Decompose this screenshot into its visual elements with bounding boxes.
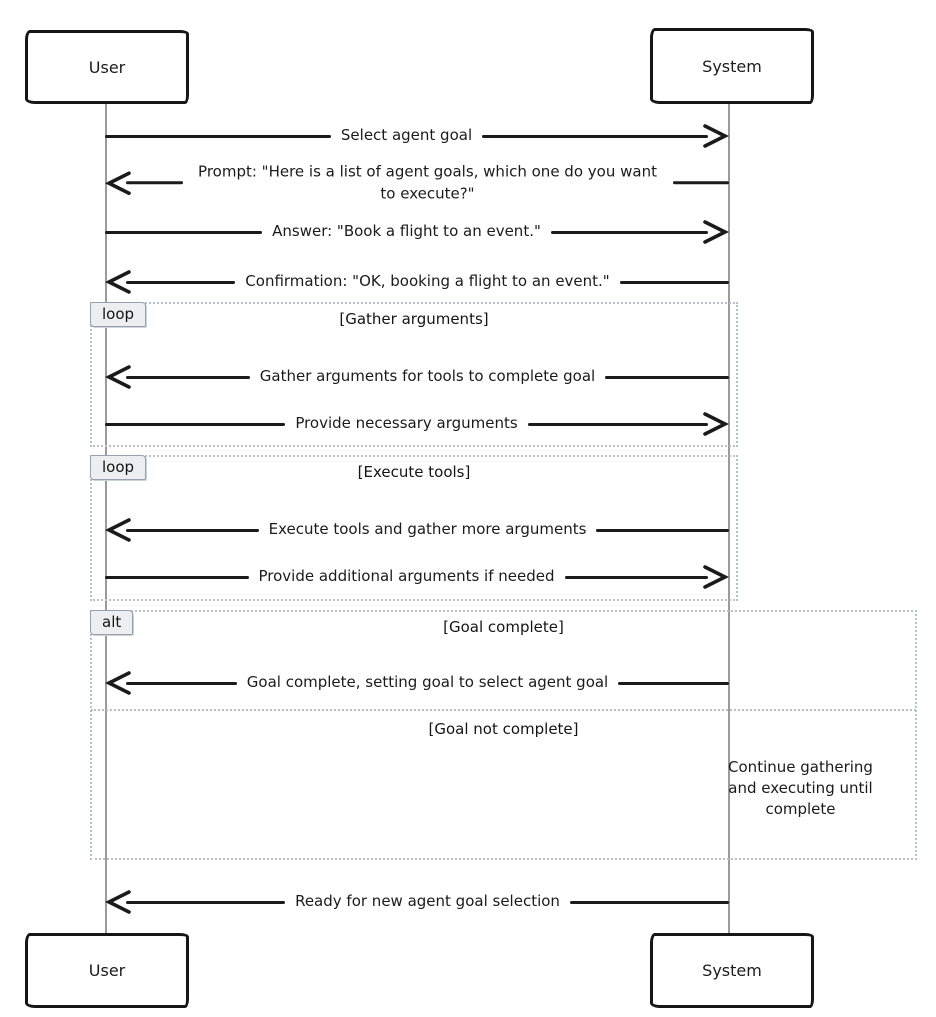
message-prompt-goals: [105, 161, 729, 205]
arrowhead-right-icon: [699, 123, 729, 149]
message-line: [126, 281, 235, 284]
actor-system-top: [650, 28, 814, 104]
actor-system-bottom: [650, 933, 814, 1008]
message-line: [482, 135, 708, 138]
message-line: [105, 576, 249, 579]
message-line: [551, 231, 708, 234]
alt-divider: [91, 709, 916, 711]
message-label: Provide additional arguments if needed: [258, 567, 555, 586]
frame-label-loop: loop: [90, 302, 146, 327]
message-line: [126, 376, 250, 379]
message-line: [528, 423, 708, 426]
actor-label: User: [88, 961, 126, 980]
message-execute-tools: [105, 517, 729, 543]
message-provide-necessary-arguments: [105, 411, 729, 437]
message-label: Confirmation: "OK, booking a flight to an event.": [245, 272, 610, 291]
arrowhead-right-icon: [699, 219, 729, 245]
message-line: [620, 281, 729, 284]
message-label: Ready for new agent goal selection: [295, 892, 560, 911]
message-line: [126, 682, 237, 685]
message-line: [105, 231, 262, 234]
message-line: [605, 376, 729, 379]
message-line: [126, 901, 285, 904]
message-label: Select agent goal: [340, 126, 473, 145]
message-label: Execute tools and gather more arguments: [268, 520, 587, 539]
message-answer-book-flight: [105, 219, 729, 245]
message-line: [126, 182, 183, 185]
message-goal-complete: [105, 670, 729, 696]
message-gather-arguments: [105, 364, 729, 390]
arrowhead-right-icon: [699, 564, 729, 590]
message-line: [126, 529, 259, 532]
note-continue-gathering: Continue gathering and executing until complete: [728, 758, 873, 818]
message-line: [570, 901, 729, 904]
message-label: Goal complete, setting goal to select agent goal: [246, 673, 609, 692]
message-line: [596, 529, 729, 532]
frame-label-alt: alt: [90, 610, 133, 635]
message-line: [673, 182, 730, 185]
message-line: [105, 135, 331, 138]
message-label: Gather arguments for tools to complete goal: [259, 367, 596, 386]
message-label: Answer: "Book a flight to an event.": [272, 222, 541, 241]
message-confirmation-booking: [105, 269, 729, 295]
frame-title-goal-complete: [Goal complete]: [443, 618, 564, 636]
actor-user-top: [25, 30, 189, 104]
message-label: Provide necessary arguments: [295, 414, 518, 433]
message-label: Prompt: "Here is a list of agent goals, which one do you want to execute?": [198, 162, 657, 202]
message-ready-for-new-goal: [105, 889, 729, 915]
frame-alt-goal-complete: [90, 610, 917, 860]
actor-label: User: [88, 57, 126, 77]
message-line: [565, 576, 709, 579]
message-provide-additional-arguments: [105, 564, 729, 590]
actor-label: System: [702, 56, 762, 76]
message-line: [618, 682, 729, 685]
frame-title-goal-not-complete: [Goal not complete]: [428, 720, 579, 738]
message-line: [105, 423, 285, 426]
actor-label: System: [702, 961, 762, 980]
actor-user-bottom: [25, 933, 189, 1008]
frame-title-execute-tools: [Execute tools]: [357, 463, 471, 481]
arrowhead-right-icon: [699, 411, 729, 437]
message-select-agent-goal: [105, 123, 729, 149]
frame-title-gather-arguments: [Gather arguments]: [339, 310, 489, 328]
frame-label-loop: loop: [90, 455, 146, 480]
